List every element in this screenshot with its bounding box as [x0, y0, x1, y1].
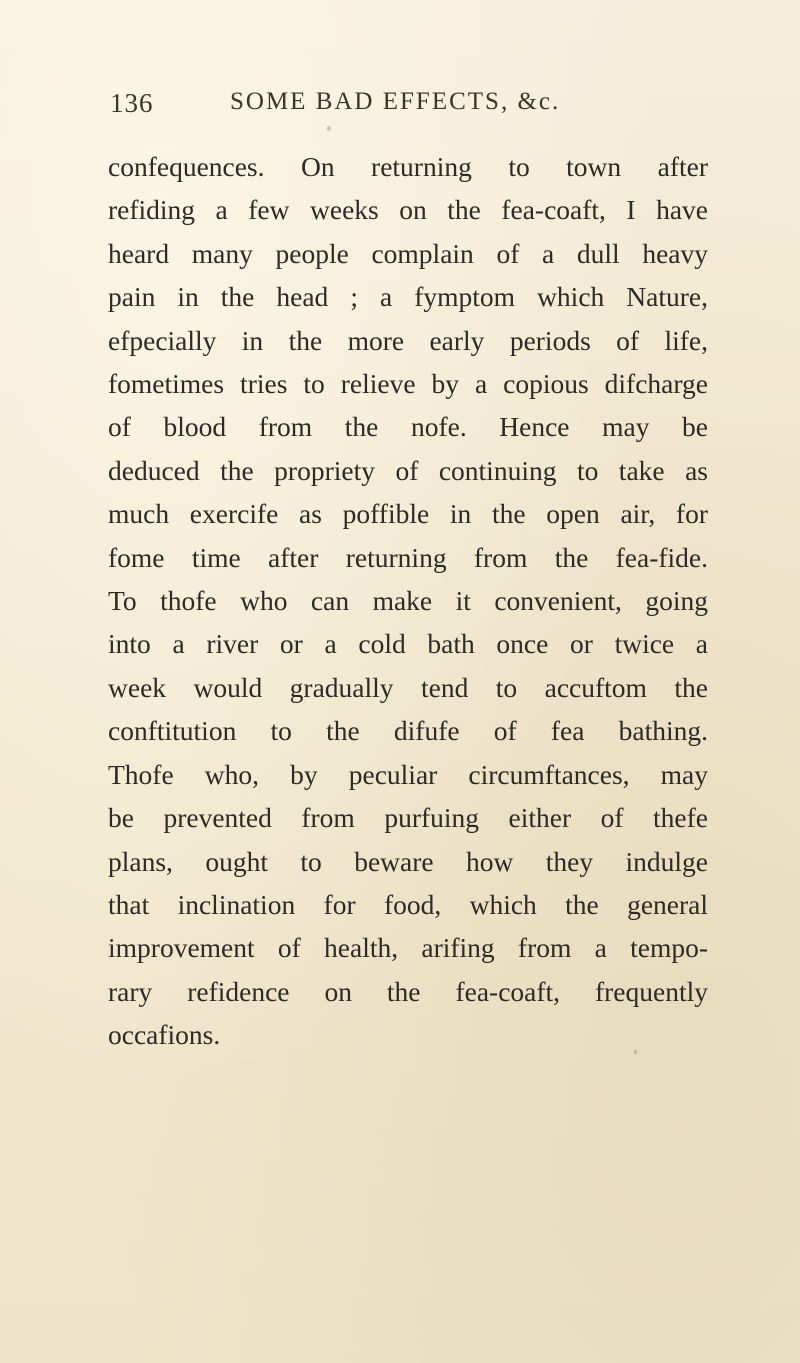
- text-line: of blood from the nofe. Hence may be: [108, 411, 708, 443]
- text-line: week would gradually tend to accuftom the: [108, 671, 708, 703]
- running-title: SOME BAD EFFECTS, &c.: [230, 88, 561, 115]
- body-paragraph: [108, 145, 708, 1057]
- text-line: heard many people complain of a dull heavy: [108, 237, 708, 269]
- text-line: that inclination for food, which the general: [108, 888, 708, 920]
- text-line: deduced the propriety of continuing to take as: [108, 454, 708, 486]
- text-line: be prevented from purfuing either of thefe: [108, 802, 708, 834]
- text-line: pain in the head ; a fymptom which Nature,: [108, 281, 708, 313]
- text-line: plans, ought to beware how they indulge: [108, 845, 708, 877]
- running-head: [110, 88, 700, 128]
- text-line: efpecially in the more early periods of life,: [108, 324, 708, 356]
- text-line: into a river or a cold bath once or twice a: [108, 628, 708, 660]
- text-line: fome time after returning from the fea-fide.: [108, 541, 708, 573]
- text-line: much exercife as poffible in the open air, for: [108, 498, 708, 530]
- text-line: occafions.: [108, 1019, 221, 1051]
- ink-speck: [327, 126, 331, 131]
- text-line: refiding a few weeks on the fea-coaft, I have: [108, 194, 708, 226]
- text-line: conftitution to the difufe of fea bathing.: [108, 715, 708, 747]
- text-line: Thofe who, by peculiar circumftances, may: [108, 758, 708, 790]
- text-line: confequences. On returning to town after: [108, 151, 708, 182]
- text-line: improvement of health, arifing from a tempo-: [108, 932, 708, 964]
- page-number: 136: [110, 88, 154, 118]
- text-line: To thofe who can make it convenient, going: [108, 585, 708, 617]
- text-line: fometimes tries to relieve by a copious difcharge: [108, 368, 708, 400]
- text-line: rary refidence on the fea-coaft, frequently: [108, 975, 708, 1007]
